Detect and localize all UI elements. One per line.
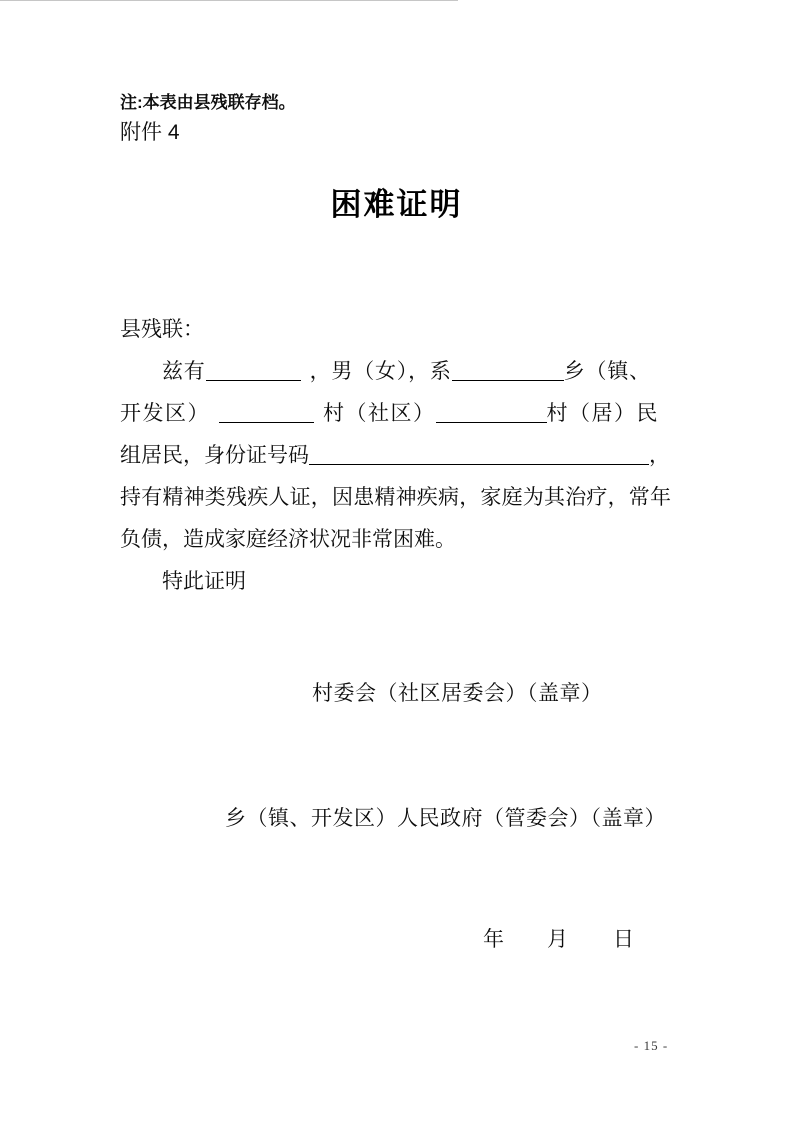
body-text-id-label: 组居民，身份证号码 [120,443,309,467]
date-month-label: 月 [547,927,568,951]
body-text-township-suffix: 乡（镇、 [563,359,651,383]
closing-text: 特此证明 [162,569,246,593]
body-line-3 [120,434,676,476]
archive-note: 注:本表由县残联存档。 [120,93,296,112]
body-text-resident-suffix: 村（居）民 [546,401,659,425]
body-text-village-label: 村（社区） [323,401,436,425]
body-text-gender: ，男（女），系 [309,359,452,383]
signature-township-government: 乡（镇、开发区）人民政府（管委会）（盖章） [225,806,666,830]
document-body [120,308,676,602]
body-text-zi-you: 兹有 [162,359,206,383]
body-line-1 [120,350,676,392]
signature-village-committee: 村委会（社区居委会）（盖章） [312,681,603,705]
salutation-text: 县残联： [120,317,204,341]
date-line [483,927,634,952]
salutation-line [120,308,676,350]
blank-township-name [452,360,564,381]
closing-line [120,560,676,602]
body-line-2 [120,392,676,434]
body-text-devzone: 开发区） [120,401,210,425]
blank-village-name [219,402,314,423]
body-line-4 [120,476,676,518]
blank-group-name [436,402,547,423]
body-text-comma: ， [649,443,670,467]
body-line-5 [120,518,676,560]
document-title: 困难证明 [330,187,463,222]
date-day-label: 日 [613,927,634,951]
body-text-condition: 持有精神类残疾人证，因患精神疾病，家庭为其治疗，常年 [120,485,672,509]
attachment-label: 附件 4 [120,121,180,144]
blank-id-number [309,444,649,465]
page-top-edge-line [0,0,458,1]
date-year-label: 年 [483,927,504,951]
blank-person-name [206,360,301,381]
page-number: - 15 - [634,1038,669,1053]
body-text-hardship: 负债，造成家庭经济状况非常困难。 [120,527,456,551]
